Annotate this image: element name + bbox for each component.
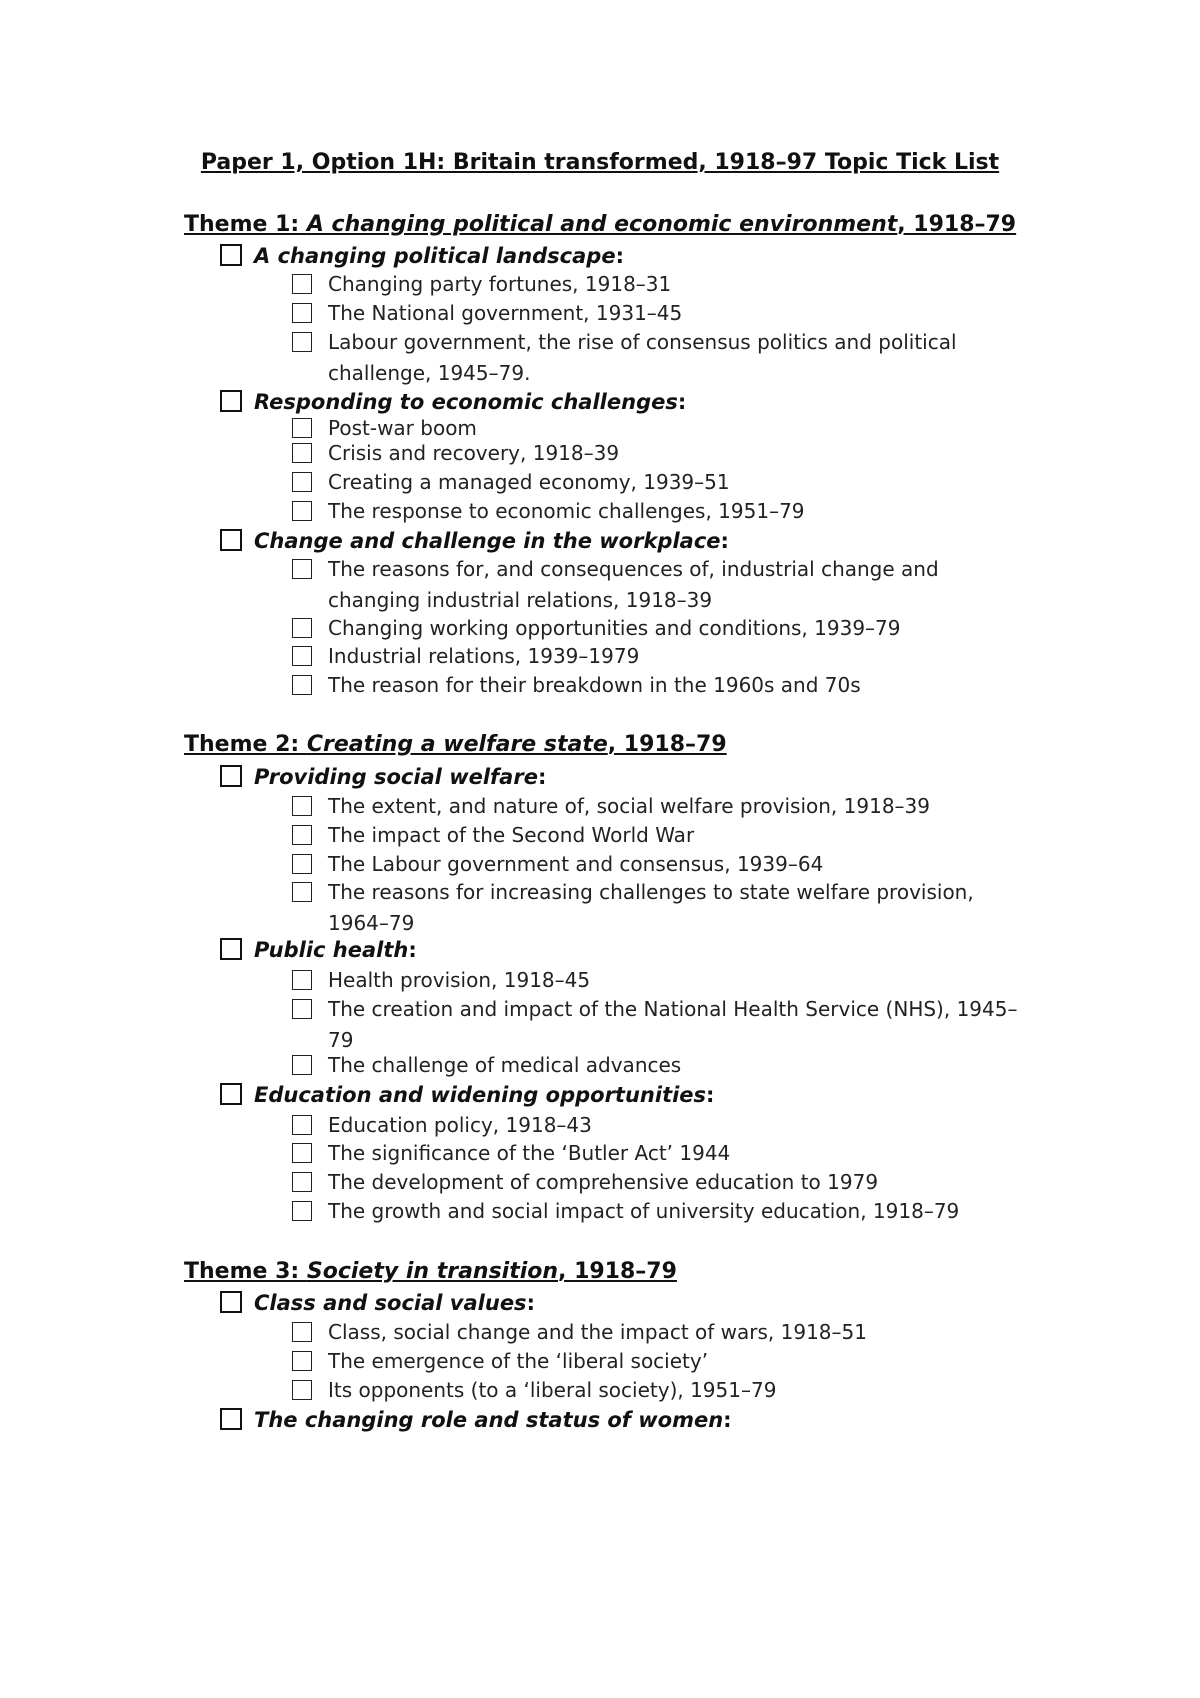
topic-label: The creation and impact of the National Health Service (NHS), 1945–79 [328, 997, 1018, 1052]
section-checkbox[interactable] [220, 529, 242, 551]
topic-checkbox[interactable] [292, 501, 312, 521]
theme-2-name: Creating a welfare state [306, 732, 608, 757]
topic-checkbox[interactable] [292, 796, 312, 816]
topic-checkbox[interactable] [292, 1115, 312, 1135]
section-checkbox[interactable] [220, 1083, 242, 1105]
topic-label: The extent, and nature of, social welfare provision, 1918–39 [328, 794, 930, 818]
topic-checkbox[interactable] [292, 646, 312, 666]
theme-2-heading [184, 730, 727, 760]
theme-1-suffix: , 1918–79 [897, 212, 1017, 237]
topic-label: Education policy, 1918–43 [328, 1113, 592, 1137]
section-label: Providing social welfare [254, 765, 538, 789]
topic-checkbox[interactable] [292, 1380, 312, 1400]
topic-label: The significance of the ‘Butler Act’ 1944 [328, 1141, 731, 1165]
topic-checkbox[interactable] [292, 1322, 312, 1342]
section-checkbox[interactable] [220, 1291, 242, 1313]
topic-label: Changing party fortunes, 1918–31 [328, 272, 672, 296]
topic-checkbox[interactable] [292, 825, 312, 845]
document-title: Paper 1, Option 1H: Britain transformed, 1918–97 Topic Tick List [200, 150, 1000, 175]
topic-checkbox[interactable] [292, 1143, 312, 1163]
topic-label: Its opponents (to a ‘liberal society), 1951–79 [328, 1378, 777, 1402]
section-checkbox[interactable] [220, 938, 242, 960]
topic-checkbox[interactable] [292, 1351, 312, 1371]
topic-label: The development of comprehensive education to 1979 [328, 1170, 879, 1194]
topic-label: The reasons for, and consequences of, industrial change and changing industrial relations, 1918–39 [328, 557, 939, 612]
topic-label: The impact of the Second World War [328, 823, 695, 847]
section-checkbox[interactable] [220, 244, 242, 266]
topic-checkbox[interactable] [292, 472, 312, 492]
section-label: The changing role and status of women [254, 1408, 724, 1432]
topic-label: Post-war boom [328, 416, 477, 440]
topic-checkbox[interactable] [292, 303, 312, 323]
topic-checkbox[interactable] [292, 1201, 312, 1221]
topic-checkbox[interactable] [292, 274, 312, 294]
document-page: Paper 1, Option 1H: Britain transformed, 1918–97 Topic Tick List Theme 1: A changing political and economic environment, 1918–79 A changing political landscape: Changing party fortunes, 1918–31 The National government, 1931–45 Labour government, the rise of consensus politics and political challenge, 1945–79. Responding to economic challenges: Post-war boom Crisis and recovery, 1918–39 Creating a managed economy, 1939–51 The response to economic challenges, 1951–79 Change and challenge in the workplace: The reasons for, and consequences of, industrial change and changing industrial relations, 1918–39 Changing working opportunities and conditions, 1939–79 Industrial relations, 1939–1979 The reason for their breakdown in the 1960s and 70s Theme 2: Creating a welfare state, 1918–79 Providing social welfare: The extent, and nature of, social welfare provision, 1918–39 The impact of the Second World War The Labour government and consensus, 1939–64 The reasons for increasing challenges to state welfare provision, 1964–79 Public health: Health provision, 1918–45 The creation and impact of the National Health Service (NHS), 1945–79 The challenge of medical advances Education and widening opportunities: Education policy, 1918–43 The significance of the ‘Butler Act’ 1944 The development of comprehensive education to 1979 The growth and social impact of university education, 1918–79 Theme 3: Society in transition, 1918–79 Class and social values: Class, social change and the impact of wars, 1918–51 The emergence of the ‘liberal society’ Its opponents (to a ‘liberal society), 1951–79 The changing role and status of women: [0, 0, 1200, 1698]
topic-checkbox[interactable] [292, 443, 312, 463]
topic-label: Creating a managed economy, 1939–51 [328, 470, 730, 494]
topic-label: Health provision, 1918–45 [328, 968, 591, 992]
section-label: Responding to economic challenges [254, 390, 678, 414]
topic-label: The Labour government and consensus, 1939–64 [328, 852, 824, 876]
section-label: Change and challenge in the workplace [254, 529, 721, 553]
topic-checkbox[interactable] [292, 675, 312, 695]
theme-1-name: A changing political and economic environment [306, 212, 898, 237]
section-label: Public health [254, 938, 409, 962]
theme-1-prefix: Theme 1: [184, 212, 307, 237]
section-label: Education and widening opportunities [254, 1083, 707, 1107]
topic-label: The reasons for increasing challenges to state welfare provision, 1964–79 [328, 880, 974, 935]
topic-label: The emergence of the ‘liberal society’ [328, 1349, 709, 1373]
topic-checkbox[interactable] [292, 559, 312, 579]
topic-label: The reason for their breakdown in the 1960s and 70s [328, 673, 861, 697]
section-checkbox[interactable] [220, 390, 242, 412]
topic-label: The challenge of medical advances [328, 1053, 682, 1077]
section-label: Class and social values [254, 1291, 527, 1315]
topic-label: Changing working opportunities and conditions, 1939–79 [328, 616, 901, 640]
theme-3-suffix: , 1918–79 [558, 1259, 677, 1284]
topic-label: Labour government, the rise of consensus politics and political challenge, 1945–79. [328, 330, 957, 385]
theme-1-heading [184, 210, 1016, 240]
topic-label: Crisis and recovery, 1918–39 [328, 441, 620, 465]
section-checkbox[interactable] [220, 1408, 242, 1430]
theme-3-heading [184, 1257, 677, 1287]
topic-checkbox[interactable] [292, 332, 312, 352]
topic-label: The response to economic challenges, 1951–79 [328, 499, 805, 523]
topic-checkbox[interactable] [292, 970, 312, 990]
topic-label: Class, social change and the impact of wars, 1918–51 [328, 1320, 867, 1344]
topic-checkbox[interactable] [292, 1172, 312, 1192]
topic-checkbox[interactable] [292, 1055, 312, 1075]
topic-label: The growth and social impact of university education, 1918–79 [328, 1199, 960, 1223]
topic-checkbox[interactable] [292, 418, 312, 438]
topic-label: The National government, 1931–45 [328, 301, 683, 325]
topic-label: Industrial relations, 1939–1979 [328, 644, 640, 668]
topic-checkbox[interactable] [292, 618, 312, 638]
topic-checkbox[interactable] [292, 999, 312, 1019]
theme-2-prefix: Theme 2: [184, 732, 307, 757]
section-label: A changing political landscape [254, 244, 616, 268]
section-checkbox[interactable] [220, 765, 242, 787]
topic-checkbox[interactable] [292, 882, 312, 902]
topic-checkbox[interactable] [292, 854, 312, 874]
theme-3-prefix: Theme 3: [184, 1259, 307, 1284]
theme-2-suffix: , 1918–79 [607, 732, 727, 757]
theme-3-name: Society in transition [306, 1259, 559, 1284]
